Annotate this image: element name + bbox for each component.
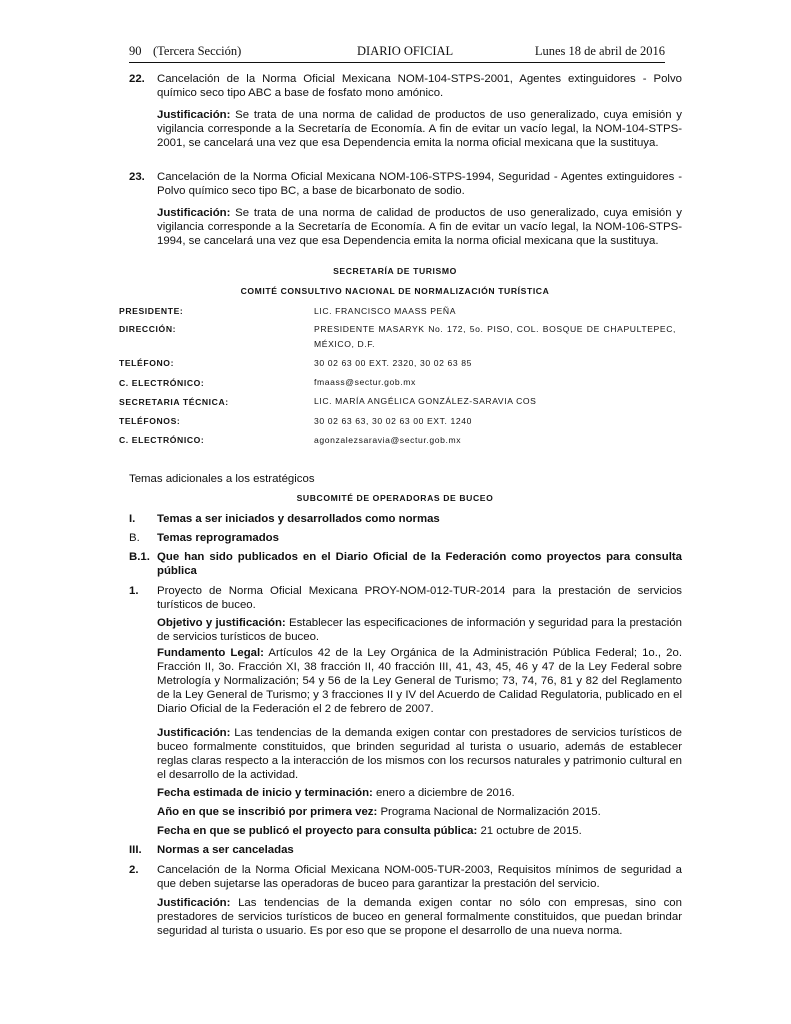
item-objective	[157, 616, 682, 644]
item-first-year	[157, 805, 682, 819]
dates-label: Fecha estimada de inicio y terminación:	[157, 787, 373, 799]
dates-text: enero a diciembre de 2016.	[376, 787, 515, 799]
objective-label: Objetivo y justificación:	[157, 617, 286, 629]
item-text: Proyecto de Norma Oficial Mexicana PROY-NOM-012-TUR-2014 para la prestación de servicios turísticos de buceo.	[157, 585, 682, 611]
committee-title: COMITÉ CONSULTIVO NACIONAL DE NORMALIZACIÓN TURÍSTICA	[240, 286, 550, 296]
justification-text: Las tendencias de la demanda exigen contar con prestadores de servicios turísticos de buceo formalmente constituidos, que brinden seguridad al turista o usuario, además de establecer reglas claras respecto a la interacción de los mismos con los recursos naturales y patrimonio cultural en el desarrollo de la actividad.	[157, 727, 682, 781]
contact-label: DIRECCIÓN:	[119, 324, 177, 334]
publication-label: Fecha en que se publicó el proyecto para consulta pública:	[157, 825, 478, 837]
item-legal-basis	[157, 646, 682, 716]
item-number: 2.	[129, 864, 139, 876]
page-header	[129, 44, 665, 62]
item-justification	[157, 108, 682, 150]
item-text: Cancelación de la Norma Oficial Mexicana NOM-104-STPS-2001, Agentes extinguidores - Polvo químico seco tipo ABC a base de fosfato mono amónico.	[157, 73, 682, 99]
section-number: B.1.	[129, 551, 150, 563]
contact-label: TELÉFONO:	[119, 358, 175, 368]
section-number: B.	[129, 532, 140, 544]
justification-text: Las tendencias de la demanda exigen contar no sólo con empresas, sino con prestadores de servicios turísticos de buceo en general formalmente constituidos, que puedan brindar seguridad al turista o usuario. Es por eso que se propone el desarrollo de una nueva norma.	[157, 897, 682, 937]
contact-label: C. ELECTRÓNICO:	[119, 435, 205, 445]
publication-date: Lunes 18 de abril de 2016	[534, 44, 665, 58]
item-justification	[157, 726, 682, 782]
contact-value: LIC. FRANCISCO MAASS PEÑA	[314, 306, 457, 316]
section-label: (Tercera Sección)	[153, 44, 242, 58]
item-dates	[157, 786, 682, 800]
item-publication-date	[157, 824, 682, 838]
section-heading: Temas adicionales a los estratégicos	[129, 473, 315, 485]
header-rule	[129, 62, 665, 63]
first-year-text: Programa Nacional de Normalización 2015.	[380, 806, 601, 818]
legal-label: Fundamento Legal:	[157, 647, 264, 659]
subcommittee-title: SUBCOMITÉ DE OPERADORAS DE BUCEO	[296, 493, 494, 503]
contact-label: C. ELECTRÓNICO:	[119, 378, 205, 388]
contact-email: fmaass@sectur.gob.mx	[314, 377, 416, 387]
contact-label: SECRETARIA TÉCNICA:	[119, 397, 229, 407]
section-title: Temas reprogramados	[157, 532, 279, 544]
item-number: 23.	[129, 171, 145, 183]
page-number: 90	[129, 44, 142, 58]
item-number: 1.	[129, 585, 139, 597]
justification-label: Justificación:	[157, 727, 231, 739]
contact-label: TELÉFONOS:	[119, 416, 181, 426]
first-year-label: Año en que se inscribió por primera vez:	[157, 806, 378, 818]
section-number: III.	[129, 844, 142, 856]
publication-title: DIARIO OFICIAL	[357, 44, 454, 58]
contact-value: 30 02 63 00 EXT. 2320, 30 02 63 85	[314, 358, 473, 368]
contact-value: PRESIDENTE MASARYK No. 172, 5o. PISO, COL. BOSQUE DE CHAPULTEPEC, MÉXICO, D.F.	[314, 324, 676, 349]
contact-value: 30 02 63 63, 30 02 63 00 EXT. 1240	[314, 416, 473, 426]
section-title: Temas a ser iniciados y desarrollados como normas	[157, 513, 440, 525]
section-title: Que han sido publicados en el Diario Oficial de la Federación como proyectos para consulta pública	[157, 551, 682, 577]
item-justification	[157, 206, 682, 248]
item-text: Cancelación de la Norma Oficial Mexicana NOM-106-STPS-1994, Seguridad - Agentes extinguidores - Polvo químico seco tipo BC, a base de bicarbonato de sodio.	[157, 171, 682, 197]
objective-text: Establecer las especificaciones de información y seguridad para la prestación de servicios turísticos de buceo.	[157, 617, 682, 643]
item-number: 22.	[129, 73, 145, 85]
section-title: Normas a ser canceladas	[157, 844, 294, 856]
contact-value: LIC. MARÍA ANGÉLICA GONZÁLEZ-SARAVIA COS	[314, 396, 537, 406]
justification-text: Se trata de una norma de calidad de productos de uso generalizado, cuya emisión y vigilancia corresponde a la Secretaría de Economía. A fin de evitar un vacío legal, la NOM-106-STPS-1994, se cancelará una vez que esa Dependencia emita la norma oficial mexicana que la sustituya.	[157, 207, 682, 247]
justification-label: Justificación:	[157, 897, 231, 909]
justification-label: Justificación:	[157, 109, 231, 121]
item-text: Cancelación de la Norma Oficial Mexicana NOM-005-TUR-2003, Requisitos mínimos de seguridad a que deben sujetarse las operadoras de buceo para garantizar la prestación del servicio.	[157, 864, 682, 890]
secretaria-title: SECRETARÍA DE TURISMO	[333, 266, 457, 276]
section-number: I.	[129, 513, 136, 525]
legal-text: Artículos 42 de la Ley Orgánica de la Administración Pública Federal; 1o., 2o. Fracción II, 3o. Fracción XI, 38 fracción II, 40 fracción III, 41, 43, 45, 46 y 47 de la Ley Federal sobre Metrología y Normalización; 54 y 56 de la Ley General de Turismo; 73, 74, 76, 81 y 82 del Reglamento de la Ley General de Turismo; y 3 fracciones II y IV del Acuerdo de Calidad Regulatoria, publicado en el Diario Oficial de la Federación el 2 de febrero de 2007.	[157, 647, 682, 715]
item-justification	[157, 896, 682, 938]
justification-text: Se trata de una norma de calidad de productos de uso generalizado, cuya emisión y vigilancia corresponde a la Secretaría de Economía. A fin de evitar un vacío legal, la NOM-104-STPS-2001, se cancelará una vez que esa Dependencia emita la norma oficial mexicana que la sustituya.	[157, 109, 682, 149]
contact-label: PRESIDENTE:	[119, 306, 184, 316]
publication-text: 21 octubre de 2015.	[480, 825, 582, 837]
justification-label: Justificación:	[157, 207, 231, 219]
contact-email: agonzalezsaravia@sectur.gob.mx	[314, 435, 462, 445]
